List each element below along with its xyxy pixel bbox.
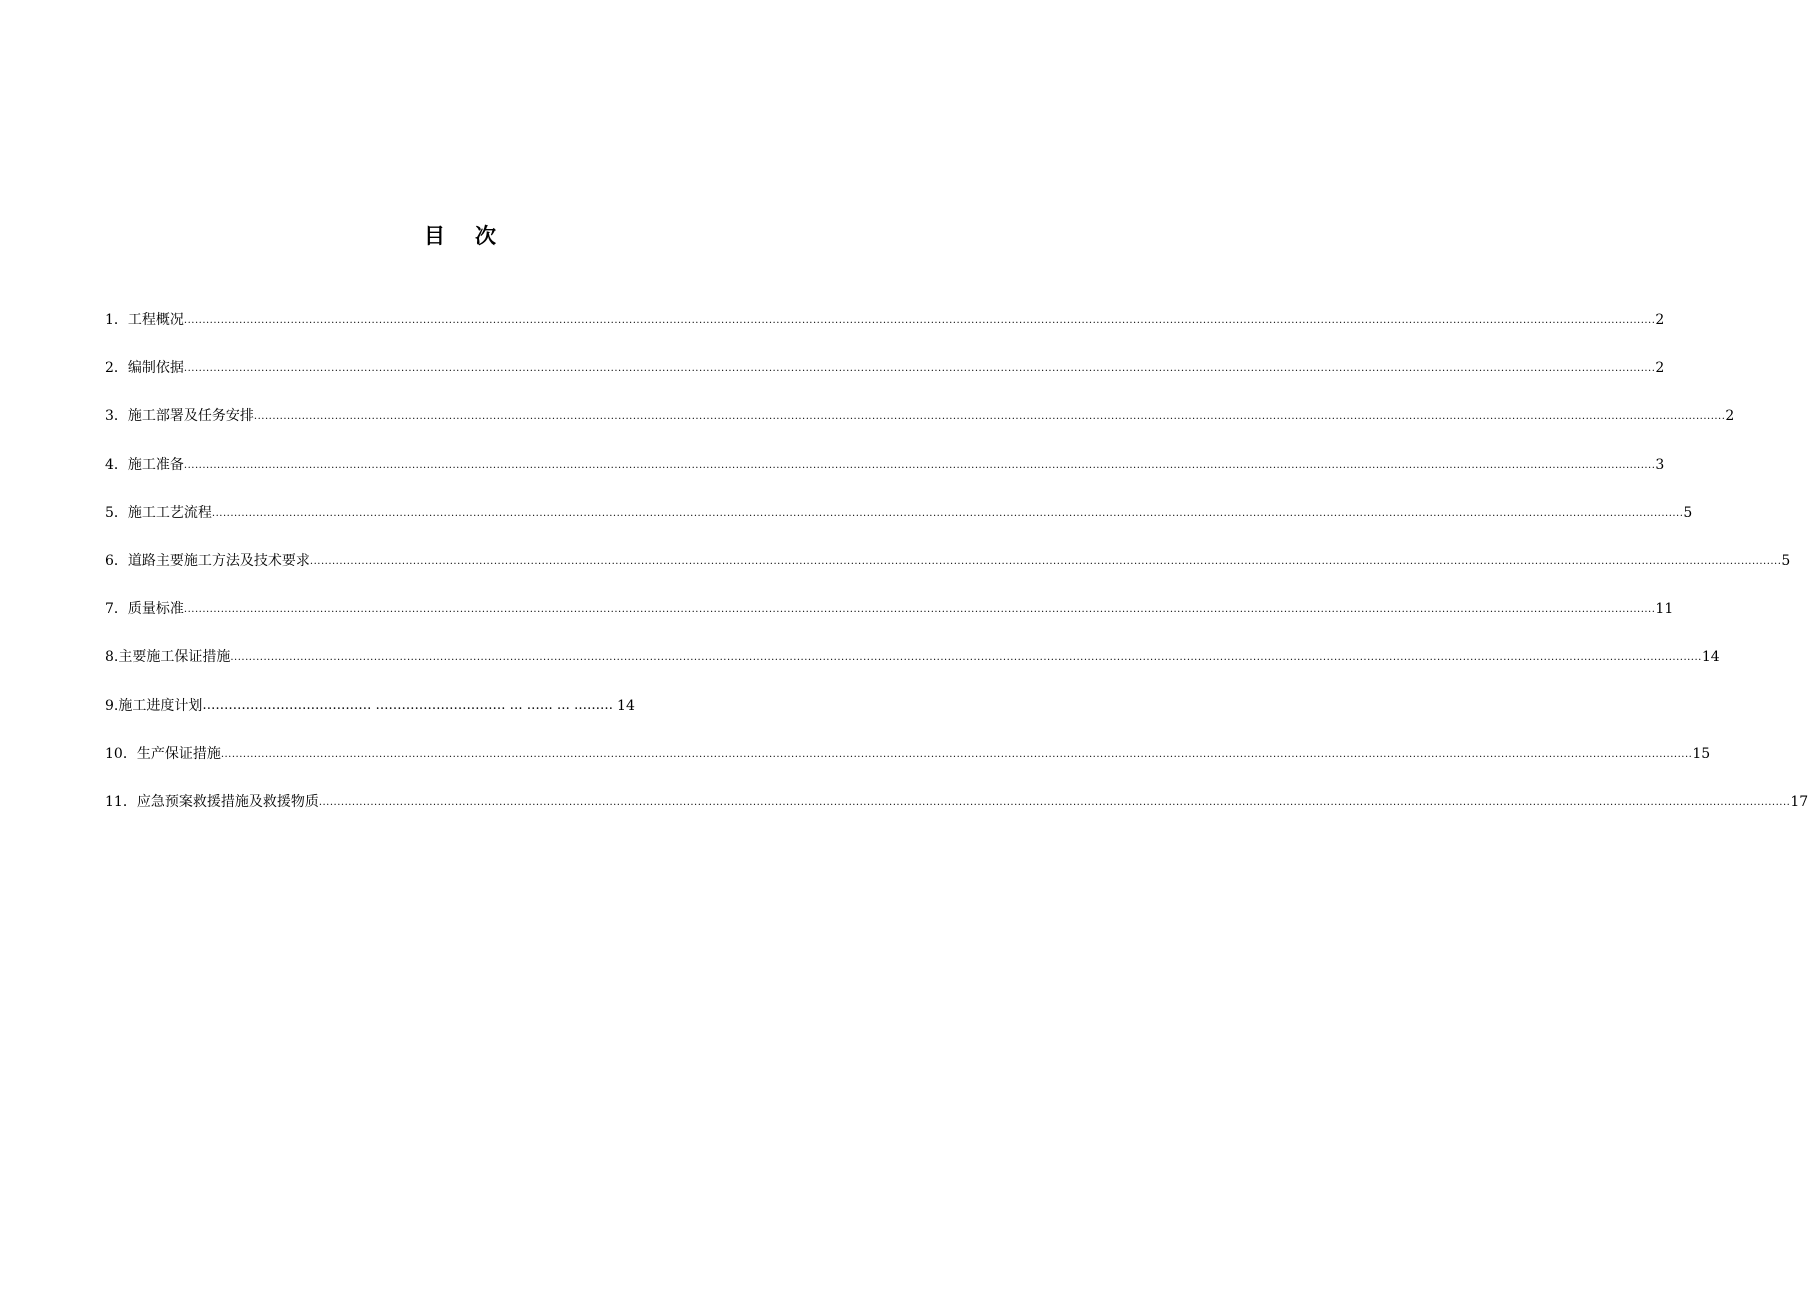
toc-entry-1[interactable] (105, 308, 1665, 356)
toc-dot-leader: ................................................................................................................................................................................................................................................................................................................................................................................................................ (183, 459, 1656, 471)
toc-title-right: 次 (475, 224, 496, 248)
toc-entry-label: 施工部署及任务安排 (127, 408, 254, 425)
toc-entry-label: 施工进度计划 (118, 697, 203, 714)
toc-entry-number: 10． (105, 745, 137, 762)
toc-entry-label: 工程概况 (127, 312, 184, 328)
toc-entry-10[interactable] (105, 742, 1711, 790)
toc-entry-4[interactable] (105, 453, 1665, 501)
toc-dot-leader: ................................................................................................................................................................................................................................................................................................................................................................................................................ (318, 796, 1791, 808)
toc-entry-number: 8. (105, 649, 119, 666)
toc-entry-page: 14 (1701, 649, 1720, 666)
toc-entry-page: 14 (617, 697, 635, 714)
toc-entry-number: 6． (105, 552, 128, 569)
toc-entry-page: 2 (1655, 360, 1665, 377)
toc-entry-page: 17 (1790, 793, 1808, 810)
toc-entry-page: 2 (1655, 312, 1665, 328)
toc-entry-label: 编制依据 (127, 360, 184, 377)
toc-dot-leader: ................................................................................................................................................................................................................................................................................................................................................................................................................ (183, 604, 1656, 616)
toc-entry-5[interactable] (105, 501, 1693, 549)
toc-entry-number: 9. (105, 697, 119, 714)
toc-entry-2[interactable] (105, 356, 1665, 404)
toc-entry-label: 生产保证措施 (136, 745, 221, 762)
toc-entry-label: 施工工艺流程 (127, 504, 212, 521)
toc-entry-number: 2． (105, 360, 128, 377)
toc-list (105, 308, 1808, 838)
toc-dot-leader: ………………………………… ………………………… … …… … ……… (202, 697, 614, 713)
toc-entry-label: 质量标准 (127, 601, 184, 618)
toc-entry-page: 15 (1692, 745, 1711, 762)
toc-dot-leader: ................................................................................................................................................................................................................................................................................................................................................................................................................ (220, 748, 1693, 760)
toc-entry-number: 3． (105, 408, 128, 425)
toc-entry-8[interactable] (105, 645, 1720, 693)
toc-entry-page: 11 (1655, 601, 1674, 618)
toc-entry-label: 主要施工保证措施 (118, 649, 231, 666)
toc-title-left: 目 (424, 224, 445, 248)
toc-entry-number: 11． (105, 793, 137, 810)
toc-entry-3[interactable] (105, 404, 1735, 452)
toc-entry-number: 7． (105, 601, 128, 618)
toc-entry-label: 应急预案救援措施及救援物质 (136, 793, 319, 810)
toc-entry-label: 道路主要施工方法及技术要求 (127, 552, 310, 569)
toc-entry-7[interactable] (105, 597, 1674, 645)
toc-entry-page: 5 (1781, 552, 1791, 569)
toc-dot-leader: ................................................................................................................................................................................................................................................................................................................................................................................................................ (230, 652, 1702, 664)
toc-entry-9[interactable] (105, 694, 804, 742)
toc-entry-page: 3 (1655, 456, 1665, 473)
toc-entry-label: 施工准备 (127, 456, 184, 473)
toc-entry-page: 5 (1683, 504, 1693, 521)
toc-title (0, 220, 920, 250)
toc-entry-11[interactable] (105, 790, 1808, 838)
toc-entry-number: 5． (105, 504, 128, 521)
toc-dot-leader: ................................................................................................................................................................................................................................................................................................................................................................................................................ (183, 363, 1656, 375)
toc-entry-6[interactable] (105, 549, 1791, 597)
toc-dot-leader: ................................................................................................................................................................................................................................................................................................................................................................................................................ (253, 411, 1726, 423)
toc-entry-number: 4． (105, 456, 128, 473)
toc-dot-leader: ................................................................................................................................................................................................................................................................................................................................................................................................................ (211, 507, 1684, 519)
toc-entry-page: 2 (1725, 408, 1735, 425)
toc-dot-leader: ................................................................................................................................................................................................................................................................................................................................................................................................................ (309, 555, 1782, 567)
toc-dot-leader: ................................................................................................................................................................................................................................................................................................................................................................................................................ (183, 315, 1656, 326)
toc-entry-number: 1． (105, 312, 128, 328)
